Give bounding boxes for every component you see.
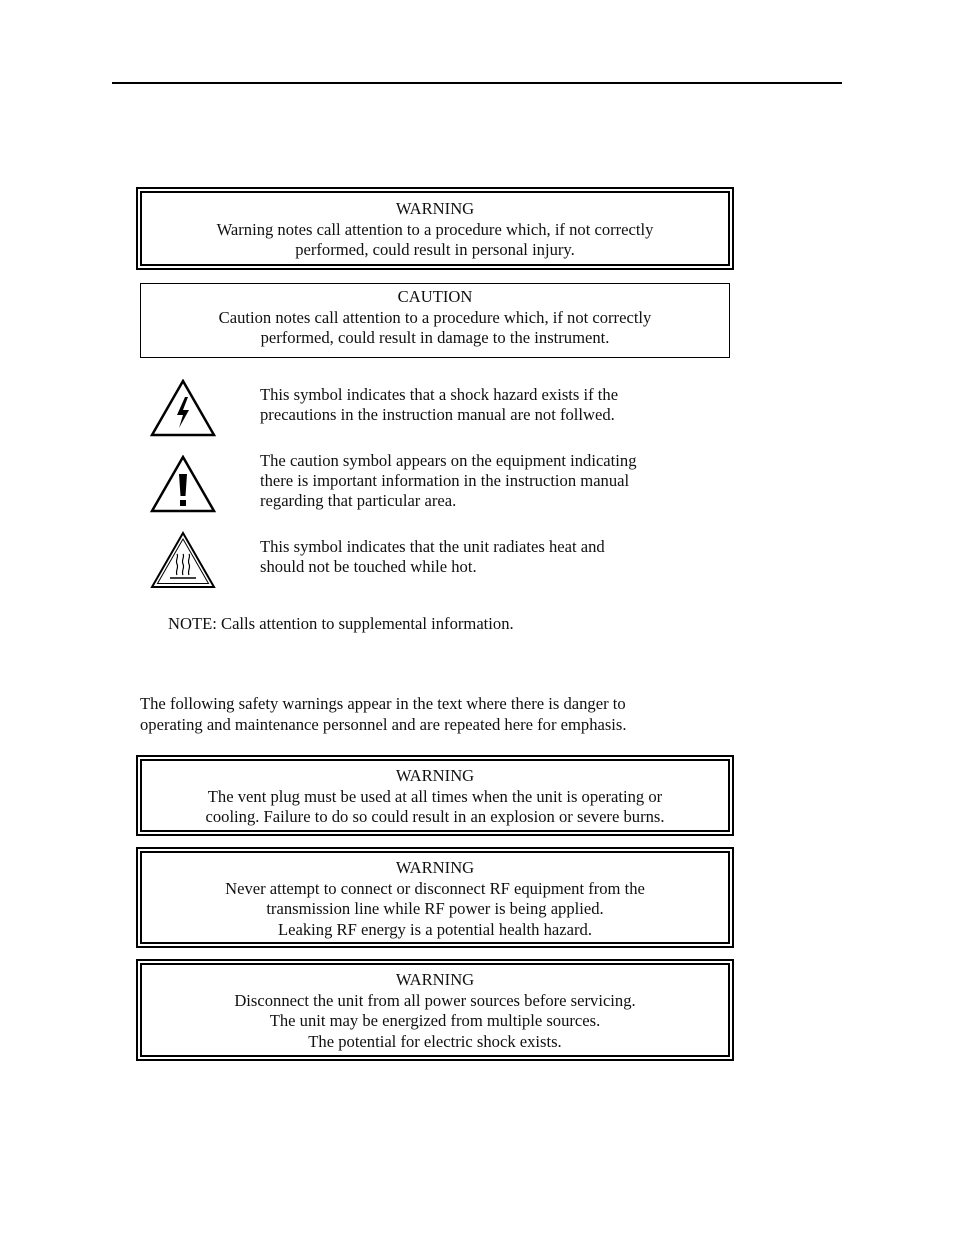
intro-line: operating and maintenance personnel and are repeated here for emphasis. bbox=[140, 715, 627, 734]
note-text: NOTE: Calls attention to supplemental information. bbox=[168, 614, 514, 633]
caution-symbol-description bbox=[260, 451, 637, 511]
shock-hazard-description bbox=[260, 385, 618, 425]
warning-heading: WARNING bbox=[395, 766, 475, 785]
warning-note-box bbox=[136, 187, 734, 270]
caution-text-line: performed, could result in damage to the instrument. bbox=[260, 328, 610, 347]
warning-heading: WARNING bbox=[395, 199, 475, 218]
shock-hazard-icon bbox=[150, 379, 216, 437]
warning-text-line: cooling. Failure to do so could result in an explosion or severe burns. bbox=[205, 807, 665, 826]
caution-text-line: Caution notes call attention to a procedure which, if not correctly bbox=[218, 307, 652, 327]
description-line: regarding that particular area. bbox=[260, 491, 457, 510]
vent-plug-warning-box bbox=[136, 755, 734, 836]
header-rule bbox=[112, 82, 842, 84]
rf-energy-warning-box bbox=[136, 847, 734, 948]
warning-heading: WARNING bbox=[395, 858, 475, 877]
warning-text-line: The potential for electric shock exists. bbox=[308, 1031, 562, 1051]
description-line: precautions in the instruction manual are not follwed. bbox=[260, 405, 615, 424]
description-line: This symbol indicates that the unit radiates heat and bbox=[260, 537, 605, 556]
safety-intro-paragraph bbox=[140, 693, 627, 735]
description-line: there is important information in the instruction manual bbox=[260, 471, 630, 490]
warning-text-line: The vent plug must be used at all times when the unit is operating or bbox=[207, 786, 663, 806]
intro-line: The following safety warnings appear in the text where there is danger to bbox=[140, 694, 626, 713]
warning-heading: WARNING bbox=[395, 970, 475, 989]
description-line: The caution symbol appears on the equipment indicating bbox=[260, 451, 637, 470]
warning-text-line: Disconnect the unit from all power sources before servicing. bbox=[234, 990, 636, 1010]
power-disconnect-warning-box bbox=[136, 959, 734, 1061]
warning-text-line: Warning notes call attention to a procedure which, if not correctly bbox=[216, 219, 654, 239]
hot-surface-description bbox=[260, 537, 605, 577]
warning-text-line: The unit may be energized from multiple sources. bbox=[269, 1011, 601, 1030]
warning-text-line: performed, could result in personal injury. bbox=[295, 240, 575, 259]
description-line: This symbol indicates that a shock hazard exists if the bbox=[260, 385, 619, 404]
warning-text-line: Never attempt to connect or disconnect RF equipment from the bbox=[225, 878, 645, 898]
warning-text-line: Leaking RF energy is a potential health hazard. bbox=[278, 919, 592, 939]
description-line: should not be touched while hot. bbox=[260, 557, 477, 576]
hot-surface-icon bbox=[150, 531, 216, 589]
caution-exclamation-icon bbox=[150, 455, 216, 513]
caution-note-box bbox=[140, 283, 730, 358]
caution-heading: CAUTION bbox=[397, 287, 473, 306]
warning-text-line: transmission line while RF power is being applied. bbox=[266, 899, 604, 918]
